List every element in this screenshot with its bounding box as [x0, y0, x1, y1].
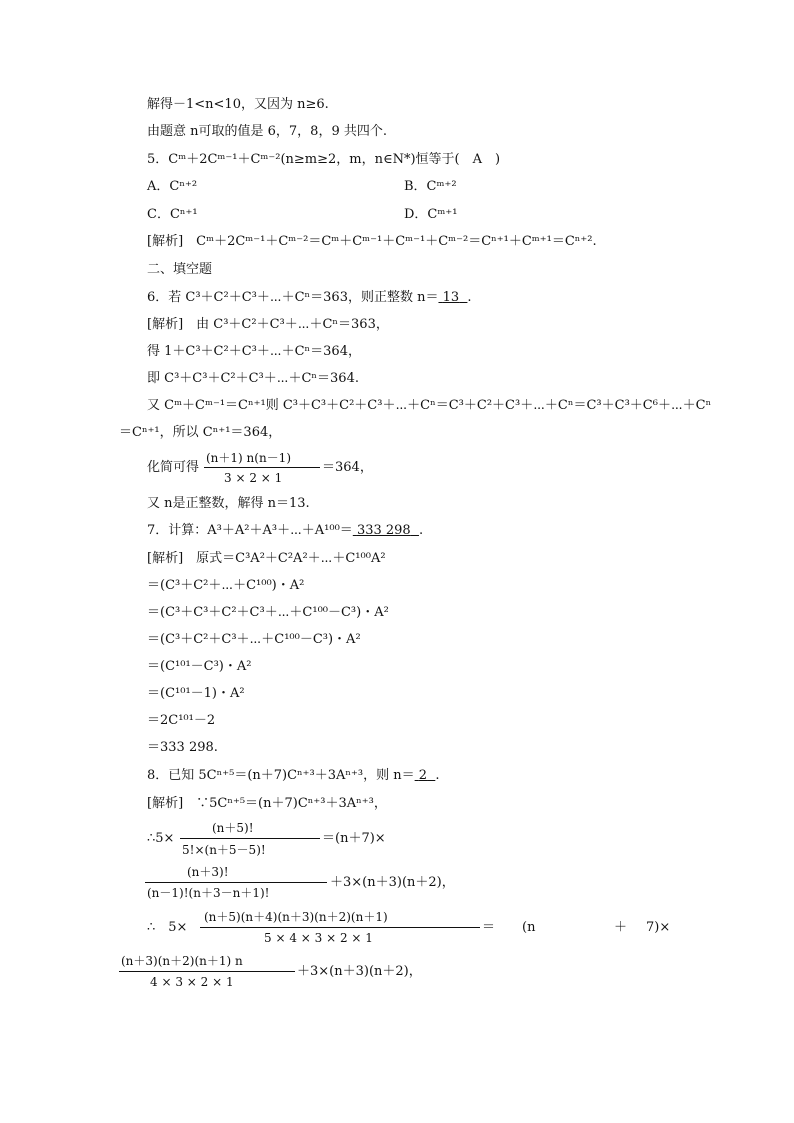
question-text: 6．若 C³＋C²＋C³＋⋯＋Cⁿ＝363，则正整数 n＝ — [147, 290, 439, 305]
question-8: 8．已知 5Cⁿ⁺⁵＝(n＋7)Cⁿ⁺³＋3Aⁿ⁺³，则 n＝ 2 . — [147, 768, 440, 783]
text-line: 7)× — [646, 920, 671, 935]
text-line: ＝333 298. — [147, 740, 218, 755]
text-line: ＝(C¹⁰¹－1)・A² — [147, 686, 245, 701]
answer-blank: 2 — [418, 768, 428, 783]
fraction-denominator: 4 × 3 × 2 × 1 — [150, 975, 234, 989]
text-line: ＋ — [614, 920, 628, 935]
fraction-numerator: (n＋3)! — [187, 865, 229, 879]
fraction-bar — [204, 467, 320, 468]
option-b: B．Cᵐ⁺² — [404, 179, 457, 194]
fraction-numerator: (n＋1) n(n－1) — [206, 451, 291, 465]
answer-blank: 13 — [442, 290, 460, 305]
fraction-bar — [119, 971, 295, 972]
text-line: ∴5× — [147, 831, 175, 846]
question-5: 5．Cᵐ＋2Cᵐ⁻¹＋Cᵐ⁻²(n≥m≥2，m，n∈N*)恒等于( A ) — [147, 152, 501, 167]
text-line: (n — [522, 920, 536, 935]
text-line: 得 1＋C³＋C²＋C³＋⋯＋Cⁿ＝364， — [147, 344, 361, 359]
option-a: A．Cⁿ⁺² — [147, 179, 198, 194]
text-line: ＝(C¹⁰¹－C³)・A² — [147, 659, 252, 674]
fraction-bar — [200, 927, 480, 928]
analysis-line: [解析] Cᵐ＋2Cᵐ⁻¹＋Cᵐ⁻²＝Cᵐ＋Cᵐ⁻¹＋Cᵐ⁻¹＋Cᵐ⁻²＝Cⁿ⁺¹＋Cᵐ⁺¹＝Cⁿ⁺². — [147, 234, 597, 249]
fraction-bar — [180, 838, 320, 839]
analysis-line: [解析] 原式＝C³A²＋C²A²＋⋯＋C¹⁰⁰A² — [147, 551, 386, 566]
question-text: 7．计算：A³＋A²＋A³＋⋯＋A¹⁰⁰＝ — [147, 523, 353, 538]
analysis-line: [解析] 由 C³＋C²＋C³＋⋯＋Cⁿ＝363， — [147, 317, 389, 332]
answer-blank: 333 298 — [356, 523, 411, 538]
text-line: 即 C³＋C³＋C²＋C³＋⋯＋Cⁿ＝364. — [147, 371, 359, 386]
text-line: ＋3×(n＋3)(n＋2)， — [330, 875, 455, 890]
text-line: ＋3×(n＋3)(n＋2)， — [297, 964, 422, 979]
fraction-denominator: 5 × 4 × 3 × 2 × 1 — [264, 931, 373, 945]
text-line: ＝ — [482, 920, 496, 935]
text-line: ＝2C¹⁰¹－2 — [147, 713, 216, 728]
option-d: D．Cᵐ⁺¹ — [404, 207, 458, 222]
fraction-denominator: 3 × 2 × 1 — [224, 471, 283, 485]
text-line: ＝364， — [322, 460, 373, 475]
fraction-denominator: (n－1)!(n＋3－n＋1)! — [147, 886, 270, 900]
text-line: ＝(C³＋C²＋C³＋⋯＋C¹⁰⁰－C³)・A² — [147, 632, 361, 647]
text-line: 由题意 n可取的值是 6，7，8，9 共四个. — [147, 124, 387, 139]
text-line: 又 Cᵐ＋Cᵐ⁻¹＝Cⁿ⁺¹则 C³＋C³＋C²＋C³＋⋯＋Cⁿ＝C³＋C²＋C³＋⋯＋Cⁿ＝C³＋C³＋C⁶＋⋯＋Cⁿ — [147, 398, 712, 413]
text-line: ∴ 5× — [147, 920, 188, 935]
question-7: 7．计算：A³＋A²＋A³＋⋯＋A¹⁰⁰＝ 333 298 . — [147, 523, 424, 538]
text-line: 又 n是正整数，解得 n＝13. — [147, 496, 310, 511]
text-line: 化简可得 — [147, 460, 200, 475]
option-c: C．Cⁿ⁺¹ — [147, 207, 198, 222]
section-heading: 二、填空题 — [147, 262, 213, 277]
fraction-denominator: 5!×(n＋5－5)! — [182, 843, 266, 857]
text-line: 解得－1<n<10，又因为 n≥6. — [147, 97, 329, 112]
text-line: ＝Cⁿ⁺¹，所以 Cⁿ⁺¹＝364， — [119, 425, 282, 440]
text-line: ＝(C³＋C²＋⋯＋C¹⁰⁰)・A² — [147, 578, 305, 593]
text-line: ＝(C³＋C³＋C²＋C³＋⋯＋C¹⁰⁰－C³)・A² — [147, 605, 389, 620]
fraction-numerator: (n＋3)(n＋2)(n＋1) n — [121, 954, 243, 968]
fraction-numerator: (n＋5)! — [212, 821, 254, 835]
analysis-line: [解析] ∵5Cⁿ⁺⁵＝(n＋7)Cⁿ⁺³＋3Aⁿ⁺³， — [147, 796, 387, 811]
question-text: 8．已知 5Cⁿ⁺⁵＝(n＋7)Cⁿ⁺³＋3Aⁿ⁺³，则 n＝ — [147, 768, 415, 783]
fraction-numerator: (n＋5)(n＋4)(n＋3)(n＋2)(n＋1) — [204, 910, 388, 924]
fraction-bar — [145, 882, 327, 883]
text-line: ＝(n＋7)× — [322, 831, 386, 846]
question-6: 6．若 C³＋C²＋C³＋⋯＋Cⁿ＝363，则正整数 n＝ 13 . — [147, 290, 472, 305]
